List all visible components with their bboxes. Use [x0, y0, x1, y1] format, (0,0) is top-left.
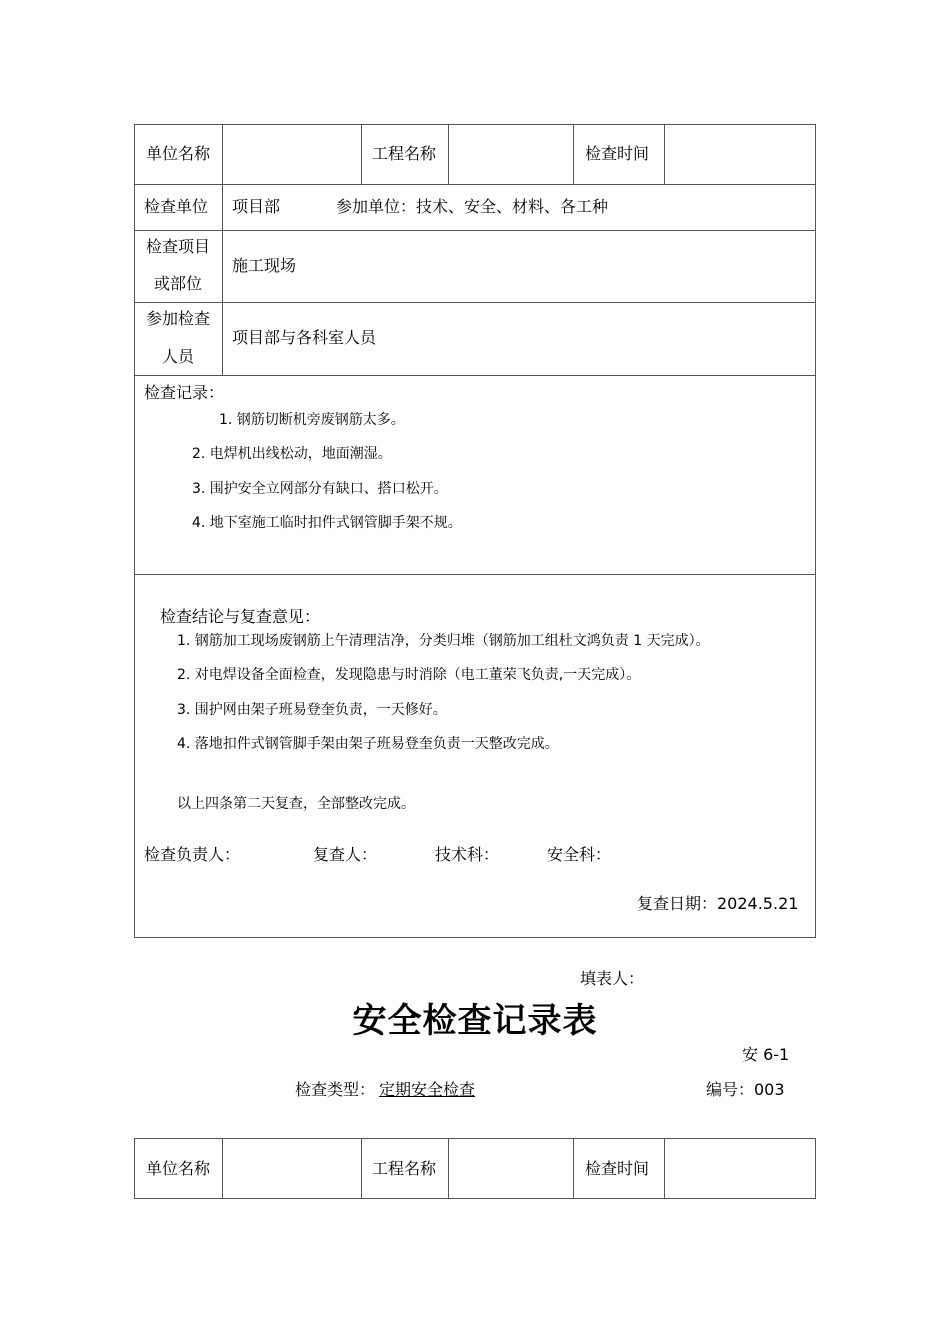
table2-col-divider — [361, 1138, 362, 1199]
table1-col-divider — [573, 124, 574, 184]
record-label: 检查记录： — [144, 383, 225, 402]
conclusion-item: 4. 落地扣件式钢管脚手架由架子班易登奎负责一天整改完成。 — [177, 736, 559, 752]
table2-unit-name-label: 单位名称 — [146, 1159, 211, 1178]
check-type-value: 定期安全检查 — [379, 1080, 476, 1099]
table2-col-divider — [448, 1138, 449, 1199]
signer-tech: 技术科： — [435, 845, 500, 864]
table1-col-divider — [361, 124, 362, 184]
check-item-value: 施工现场 — [232, 256, 297, 275]
table1-col-divider — [448, 124, 449, 184]
record-item: 1. 钢筋切断机旁废钢筋太多。 — [219, 412, 405, 428]
serial-number: 编号：003 — [706, 1080, 785, 1099]
project-name-label: 工程名称 — [372, 144, 437, 163]
inspection-table-2 — [134, 1138, 816, 1199]
record-item: 2. 电焊机出线松动，地面潮湿。 — [192, 446, 392, 462]
table1-row-divider — [134, 230, 816, 231]
conclusion-item: 2. 对电焊设备全面检查，发现隐患与时消除（电工董荣飞负责,一天完成）。 — [177, 667, 641, 683]
form-code: 安 6-1 — [742, 1045, 790, 1064]
signer-leader: 检查负责人： — [144, 845, 241, 864]
table1-col-divider — [664, 124, 665, 184]
table1-col-divider — [222, 184, 223, 375]
page-title: 安全检查记录表 — [352, 1001, 598, 1041]
check-item-label-line1: 检查项目 — [146, 237, 211, 256]
participants-label-line1: 参加检查 — [146, 309, 211, 328]
conclusion-item: 3. 围护网由架子班易登奎负责，一天修好。 — [177, 702, 447, 718]
record-item: 3. 围护安全立网部分有缺口、搭口松开。 — [192, 481, 448, 497]
check-item-label-line2: 或部位 — [154, 274, 203, 293]
conclusion-item: 1. 钢筋加工现场废钢筋上午清理洁净，分类归堆（钢筋加工组杜文鸿负责 1 天完成）。 — [177, 633, 710, 649]
table1-row-divider — [134, 375, 816, 376]
check-time-label: 检查时间 — [585, 144, 650, 163]
table2-col-divider — [222, 1138, 223, 1199]
unit-name-label: 单位名称 — [146, 144, 211, 163]
record-item: 4. 地下室施工临时扣件式钢管脚手架不规。 — [192, 515, 462, 531]
table1-col-divider — [222, 124, 223, 184]
signer-safety: 安全科： — [547, 845, 612, 864]
check-unit-label: 检查单位 — [144, 197, 209, 216]
check-unit-value: 项目部 — [232, 197, 281, 216]
signer-reviewer: 复查人： — [313, 845, 378, 864]
recheck-summary: 以上四条第二天复查，全部整改完成。 — [177, 796, 415, 812]
table2-col-divider — [664, 1138, 665, 1199]
table2-col-divider — [573, 1138, 574, 1199]
filler-label: 填表人： — [580, 969, 645, 988]
table1-row-divider — [134, 574, 816, 575]
participating-units: 参加单位：技术、安全、材料、各工种 — [336, 197, 609, 216]
recheck-date: 复查日期：2024.5.21 — [637, 894, 799, 913]
table2-project-name-label: 工程名称 — [372, 1159, 437, 1178]
participants-label-line2: 人员 — [162, 347, 195, 366]
table1-row-divider — [134, 302, 816, 303]
check-type-label: 检查类型： — [295, 1080, 376, 1099]
participants-value: 项目部与各科室人员 — [232, 328, 377, 347]
table1-row-divider — [134, 184, 816, 185]
table2-check-time-label: 检查时间 — [585, 1159, 650, 1178]
conclusion-label: 检查结论与复查意见： — [160, 607, 321, 626]
